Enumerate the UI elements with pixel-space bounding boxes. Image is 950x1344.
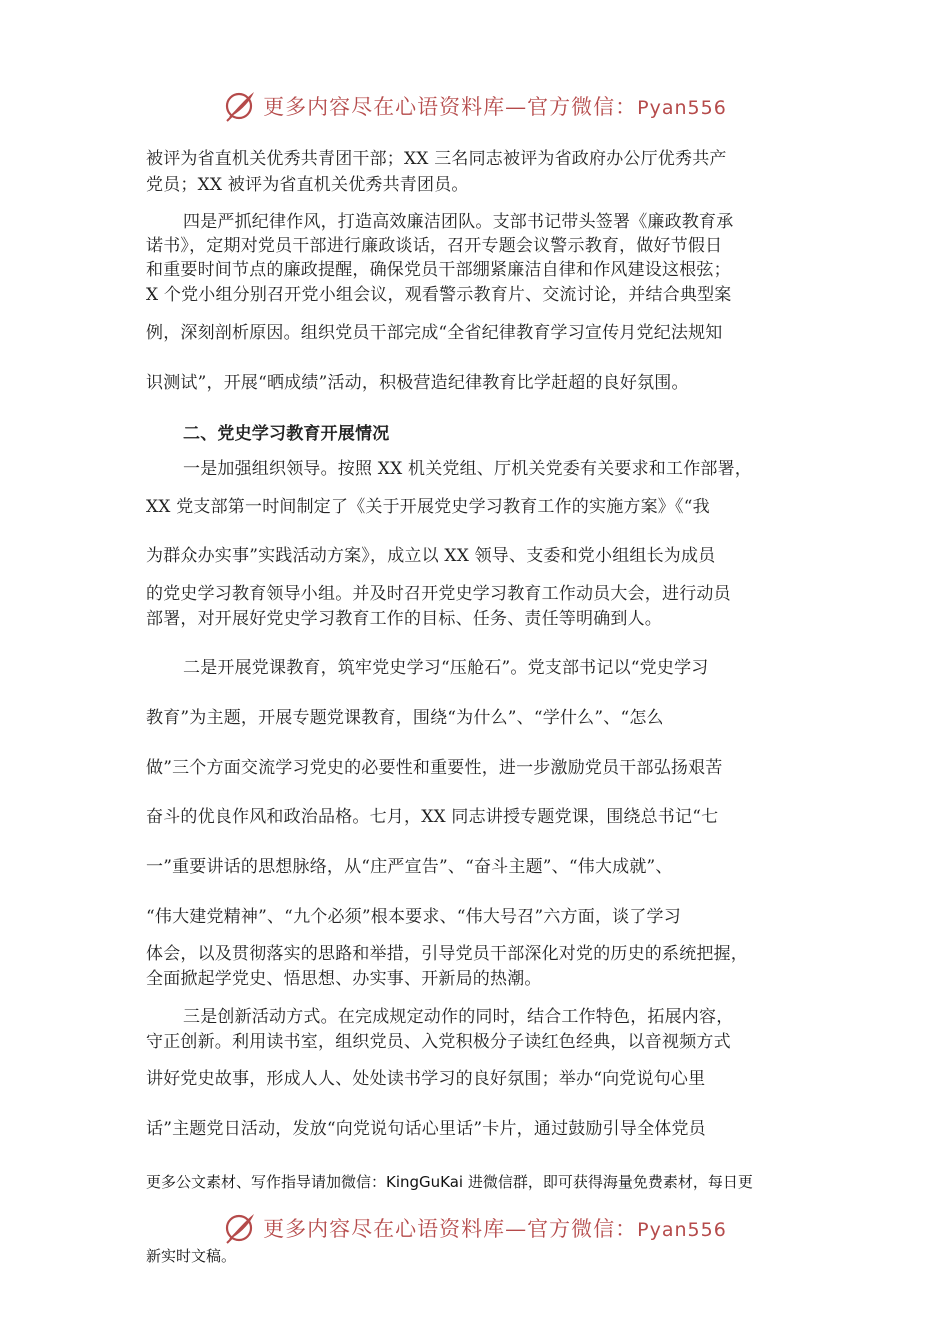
body-line: 全面掀起学党史、悟思想、办实事、开新局的热潮。 bbox=[146, 969, 542, 989]
body-line: 党员；XX 被评为省直机关优秀共青团员。 bbox=[146, 175, 469, 195]
body-line: 例，深刻剖析原因。组织党员干部完成“全省纪律教育学习宣传月党纪法规知 bbox=[146, 323, 723, 343]
body-line: 一是加强组织领导。按照 XX 机关党组、厅机关党委有关要求和工作部署， bbox=[183, 459, 753, 479]
banner-wechat-id: Pyan556 bbox=[637, 1219, 727, 1241]
body-line: 一”重要讲话的思想脉络，从“庄严宣告”、“奋斗主题”、“伟大成就”、 bbox=[146, 857, 673, 877]
banner-text-cn: 更多内容尽在心语资料库—官方微信： bbox=[263, 1217, 638, 1241]
body-line: 二是开展党课教育，筑牢党史学习“压舱石”。党支部书记以“党史学习 bbox=[183, 658, 709, 678]
body-line: 守正创新。利用读书室，组织党员、入党积极分子读红色经典，以音视频方式 bbox=[146, 1032, 731, 1052]
quill-logo-icon bbox=[223, 89, 257, 123]
banner-text bbox=[263, 91, 727, 121]
footer-watermark-banner bbox=[0, 1208, 950, 1248]
body-line: 和重要时间节点的廉政提醒，确保党员干部绷紧廉洁自律和作风建设这根弦； bbox=[146, 260, 731, 280]
body-line: 奋斗的优良作风和政治品格。七月，XX 同志讲授专题党课，围绕总书记“七 bbox=[146, 807, 719, 827]
body-line: 识测试”，开展“晒成绩”活动，积极营造纪律教育比学赶超的良好氛围。 bbox=[146, 373, 689, 393]
banner-wechat-id: Pyan556 bbox=[637, 97, 727, 119]
body-line: 做”三个方面交流学习党史的必要性和重要性，进一步激励党员干部弘扬艰苦 bbox=[146, 758, 723, 778]
body-line: 被评为省直机关优秀共青团干部；XX 三名同志被评为省政府办公厅优秀共产 bbox=[146, 149, 727, 169]
body-line: 为群众办实事”实践活动方案》，成立以 XX 领导、支委和党小组组长为成员 bbox=[146, 546, 716, 566]
body-line: 体会，以及贯彻落实的思路和举措，引导党员干部深化对党的历史的系统把握， bbox=[146, 944, 748, 964]
body-line: 讲好党史故事，形成人人、处处读书学习的良好氛围；举办“向党说句心里 bbox=[146, 1069, 706, 1089]
header-watermark-banner bbox=[0, 86, 950, 126]
quill-logo-icon bbox=[223, 1211, 257, 1245]
footer-promo-line: 更多公文素材、写作指导请加微信：KingGuKai 进微信群，即可获得海量免费素材，每日更 bbox=[146, 1173, 753, 1191]
body-line: 话”主题党日活动，发放“向党说句话心里话”卡片，通过鼓励引导全体党员 bbox=[146, 1119, 706, 1139]
footer-promo-line: 新实时文稿。 bbox=[146, 1247, 237, 1265]
body-line: X 个党小组分别召开党小组会议，观看警示教育片、交流讨论，并结合典型案 bbox=[146, 285, 732, 305]
body-line: 的党史学习教育领导小组。并及时召开党史学习教育工作动员大会，进行动员 bbox=[146, 584, 731, 604]
body-line: 四是严抓纪律作风，打造高效廉洁团队。支部书记带头签署《廉政教育承 bbox=[183, 212, 734, 232]
body-line: 部署，对开展好党史学习教育工作的目标、任务、责任等明确到人。 bbox=[146, 609, 662, 629]
body-line: 三是创新活动方式。在完成规定动作的同时，结合工作特色，拓展内容， bbox=[183, 1007, 734, 1027]
body-line: 诺书》，定期对党员干部进行廉政谈话，召开专题会议警示教育，做好节假日 bbox=[146, 236, 723, 256]
banner-text bbox=[263, 1213, 727, 1243]
body-line: “伟大建党精神”、“九个必须”根本要求、“伟大号召”六方面，谈了学习 bbox=[146, 907, 681, 927]
body-line: 教育”为主题，开展专题党课教育，围绕“为什么”、“学什么”、“怎么 bbox=[146, 708, 664, 728]
body-line: XX 党支部第一时间制定了《关于开展党史学习教育工作的实施方案》《“我 bbox=[146, 497, 710, 517]
section-heading: 二、党史学习教育开展情况 bbox=[183, 424, 390, 444]
banner-text-cn: 更多内容尽在心语资料库—官方微信： bbox=[263, 95, 638, 119]
